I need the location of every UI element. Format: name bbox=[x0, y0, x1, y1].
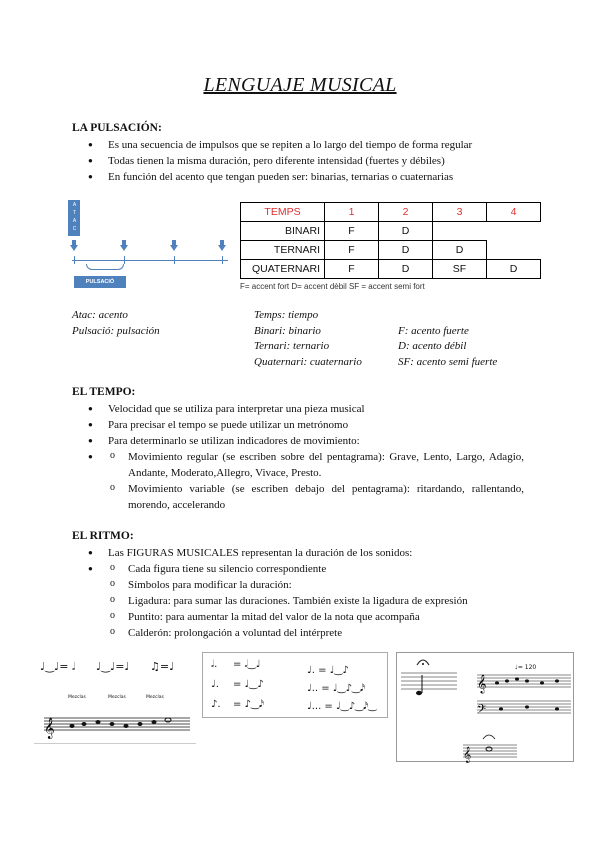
terms-col3 bbox=[398, 324, 497, 371]
fermata-examples-image bbox=[396, 652, 574, 762]
table-row bbox=[241, 241, 541, 260]
svg-text:𝄞: 𝄞 bbox=[477, 674, 487, 693]
list-item: o ● Movimiento regular (se escriben sobre del pentagrama): Grave, Lento, Largo, Adagio, Andante, Moderato,Allegro, Vivace, Presto. bbox=[108, 449, 524, 481]
svg-text:𝅗𝅥.: 𝅗𝅥. bbox=[211, 659, 218, 670]
pulsacio-label: PULSACIÓ bbox=[74, 276, 126, 288]
list-item: ● Es una secuencia de impulsos que se repiten a lo largo del tiempo de forma regular bbox=[88, 137, 472, 153]
table-cell: 2 bbox=[379, 203, 433, 222]
terms-col2 bbox=[254, 308, 362, 370]
list-item: ● En función del acento que tengan pueden ser: binarias, ternarias o cuaternarias bbox=[88, 169, 472, 185]
temps-table bbox=[240, 202, 541, 279]
svg-text:𝄞: 𝄞 bbox=[463, 747, 472, 763]
table-cell: D bbox=[433, 241, 487, 260]
svg-text:♫=♩: ♫=♩ bbox=[150, 660, 175, 673]
fermata-notation-icon bbox=[397, 653, 575, 763]
svg-text:= 𝅗𝅥‿♩: = 𝅗𝅥‿♩ bbox=[233, 659, 261, 670]
svg-text:♩. = ♩‿♪: ♩. = ♩‿♪ bbox=[307, 665, 349, 676]
table-cell: 3 bbox=[433, 203, 487, 222]
table-cell: D bbox=[379, 222, 433, 241]
list-item: o Movimiento variable (se escriben debajo del pentagrama): ritardando, rallentando, morendo, accelerando bbox=[108, 481, 524, 513]
tempo-bullets bbox=[88, 401, 524, 513]
list-item: ● Para determinarlo se utilizan indicadores de movimiento: bbox=[88, 433, 524, 449]
ligature-label: Mezclas bbox=[68, 695, 86, 700]
term: Quaternari: cuaternario bbox=[254, 355, 362, 368]
sub-list-container bbox=[88, 561, 468, 641]
sub-list-container bbox=[88, 449, 524, 513]
list-item: ● Todas tienen la misma duración, pero diferente intensidad (fuertes y débiles) bbox=[88, 153, 472, 169]
table-cell: D bbox=[487, 260, 541, 279]
list-item: ● Para precisar el tempo se puede utilizar un metrónomo bbox=[88, 417, 524, 433]
timeline bbox=[72, 260, 228, 261]
term: SF: acento semi fuerte bbox=[398, 355, 498, 368]
pulse-diagram bbox=[64, 200, 234, 290]
down-arrow-icon bbox=[120, 240, 128, 252]
page-title: LENGUAJE MUSICAL bbox=[203, 74, 397, 96]
list-item: ● Velocidad que se utiliza para interpretar una pieza musical bbox=[88, 401, 524, 417]
tempo-sublist bbox=[108, 449, 524, 513]
dotted-notation-icon bbox=[203, 653, 389, 719]
list-item: o Puntito: para aumentar la mitad del valor de la nota que acompaña bbox=[108, 609, 468, 625]
down-arrow-icon bbox=[170, 240, 178, 252]
svg-text:𝄢: 𝄢 bbox=[477, 703, 487, 719]
dotted-notes-image bbox=[202, 652, 388, 718]
term: F: acento fuerte bbox=[398, 324, 469, 337]
terms-col1 bbox=[72, 308, 160, 339]
table-cell: QUATERNARI bbox=[241, 260, 325, 279]
term: Ternari: ternario bbox=[254, 340, 330, 352]
list-item: o ● Cada figura tiene su silencio correspondiente bbox=[108, 561, 468, 577]
ligature-label: Mezclas bbox=[108, 695, 126, 700]
table-cell: F bbox=[325, 241, 379, 260]
table-cell: F bbox=[325, 222, 379, 241]
svg-text:♩.. = ♩‿♪‿𝅘𝅥𝅯: ♩.. = ♩‿♪‿𝅘𝅥𝅯 bbox=[307, 683, 366, 694]
metronome-mark: ♩= 120 bbox=[515, 664, 537, 671]
term: Pulsació: pulsación bbox=[72, 324, 160, 337]
svg-text:= ♪‿𝅘𝅥𝅯: = ♪‿𝅘𝅥𝅯 bbox=[233, 699, 265, 710]
atac-text: ATAC bbox=[71, 202, 78, 234]
svg-text:♩‿♩= 𝅗𝅥: ♩‿♩= 𝅗𝅥 bbox=[40, 660, 76, 673]
ritmo-bullets bbox=[88, 545, 468, 641]
svg-text:♩.: ♩. bbox=[211, 679, 219, 690]
term: D: acento débil bbox=[398, 340, 467, 352]
list-item: o Símbolos para modificar la duración: bbox=[108, 577, 468, 593]
term: Temps: tiempo bbox=[254, 309, 319, 321]
table-legend: F= accent fort D= accent dèbil SF = accent semi fort bbox=[240, 282, 425, 291]
section-heading-ritmo: EL RITMO: bbox=[72, 530, 134, 542]
table-cell: 1 bbox=[325, 203, 379, 222]
brace-icon bbox=[86, 264, 124, 270]
term: Binari: binario bbox=[254, 324, 321, 337]
pulsacion-bullets bbox=[88, 137, 472, 185]
table-cell: D bbox=[379, 241, 433, 260]
term: Atac: acento bbox=[72, 309, 128, 321]
table-cell: TERNARI bbox=[241, 241, 325, 260]
list-item: ● Las FIGURAS MUSICALES representan la duración de los sonidos: bbox=[88, 545, 468, 561]
list-item: o Ligadura: para sumar las duraciones. También existe la ligadura de expresión bbox=[108, 593, 468, 609]
table-cell: 4 bbox=[487, 203, 541, 222]
down-arrow-icon bbox=[70, 240, 78, 252]
table-cell: SF bbox=[433, 260, 487, 279]
svg-text:𝄞: 𝄞 bbox=[44, 718, 55, 739]
ligature-label: Mezclas bbox=[146, 695, 164, 700]
ligature-notation-icon bbox=[34, 648, 196, 744]
svg-text:♩... = ♩‿♪‿𝅘𝅥𝅯‿: ♩... = ♩‿♪‿𝅘𝅥𝅯‿ bbox=[307, 701, 377, 712]
ritmo-sublist bbox=[108, 561, 468, 641]
table-cell: F bbox=[325, 260, 379, 279]
table-row bbox=[241, 203, 541, 222]
table-cell: BINARI bbox=[241, 222, 325, 241]
table-row bbox=[241, 260, 541, 279]
ligature-examples-image bbox=[34, 648, 196, 744]
section-heading-pulsacion: LA PULSACIÓN: bbox=[72, 122, 162, 134]
table-cell: D bbox=[379, 260, 433, 279]
svg-text:♩‿♩=♩: ♩‿♩=♩ bbox=[96, 660, 130, 673]
down-arrow-icon bbox=[218, 240, 226, 252]
table-row bbox=[241, 222, 541, 241]
atac-label bbox=[68, 200, 80, 236]
table-cell: TEMPS bbox=[241, 203, 325, 222]
svg-text:♪.: ♪. bbox=[211, 699, 221, 710]
list-item: o Calderón: prolongación a voluntad del intérprete bbox=[108, 625, 468, 641]
section-heading-tempo: EL TEMPO: bbox=[72, 386, 136, 398]
svg-text:= ♩‿♪: = ♩‿♪ bbox=[233, 679, 264, 690]
